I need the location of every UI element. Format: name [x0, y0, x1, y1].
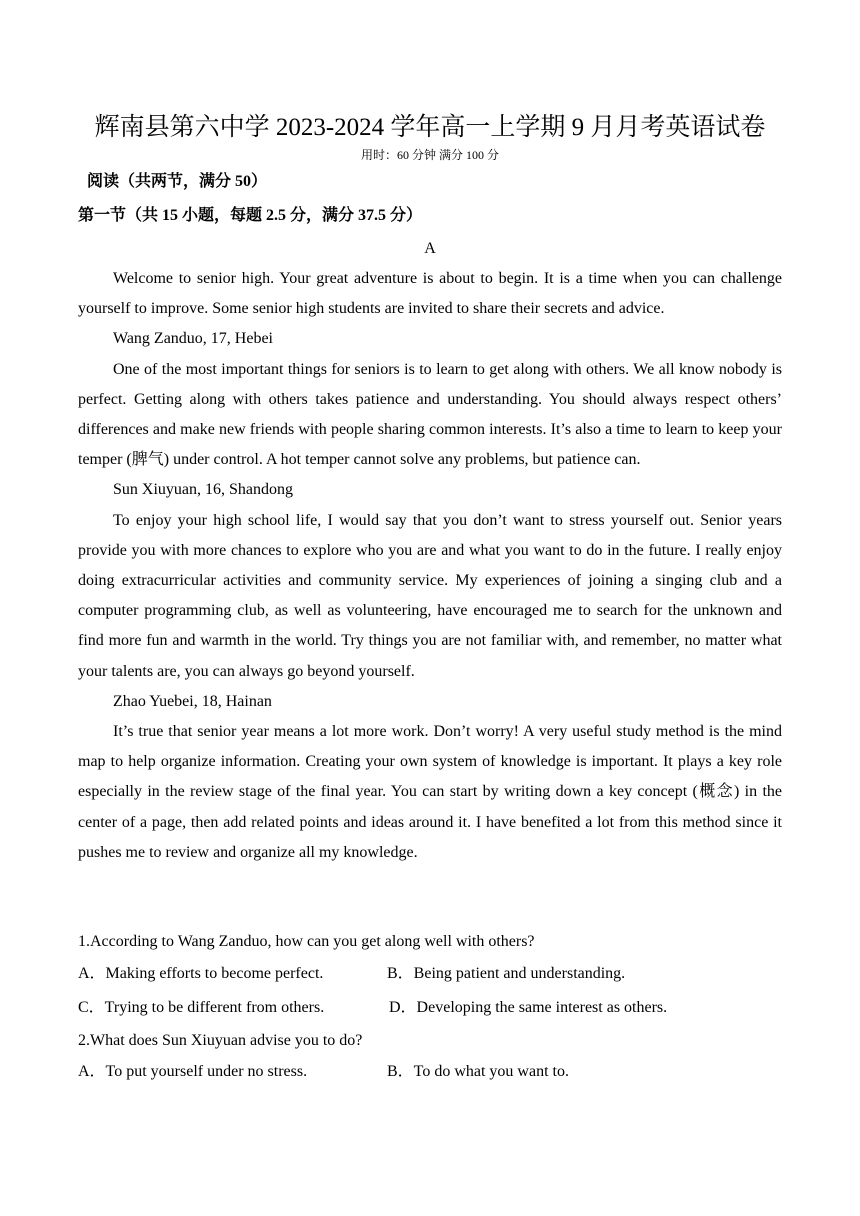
answer-option: B．To do what you want to. [387, 1063, 569, 1080]
section-one-heading: 第一节（共 15 小题，每题 2.5 分，满分 37.5 分） [78, 207, 423, 224]
student-name-line: Sun Xiuyuan, 16, Shandong [113, 481, 293, 499]
passage-paragraph: One of the most important things for seniors is to learn to get along with others. We all know nobody is perfect. Getting along with others takes patience and understanding. You should always respect others’ differences and make new friends with people sharing common interests. It’s also a time to learn to keep your temper (脾气) under control. A hot temper cannot solve any problems, but patience can. [78, 360, 782, 469]
reading-part-heading: 阅读（共两节，满分 50） [87, 173, 268, 190]
exam-title: 辉南县第六中学 2023-2024 学年高一上学期 9 月月考英语试卷 [94, 114, 766, 141]
passage-paragraph: It’s true that senior year means a lot more work. Don’t worry! A very useful study method is the mind map to help organize information. Creating your own system of knowledge is important. It plays a key role especially in the review stage of the final year. You can start by writing down a key concept (概念) in the center of a page, then add related points and ideas around it. I have benefited a lot from this method since it pushes me to review and organize all my knowledge. [78, 723, 782, 861]
answer-option: D．Developing the same interest as others. [389, 999, 668, 1016]
question-stem: 1.According to Wang Zanduo, how can you get along well with others? [78, 933, 535, 950]
question-stem: 2.What does Sun Xiuyuan advise you to do? [78, 1032, 363, 1049]
student-name-line: Zhao Yuebei, 18, Hainan [113, 692, 272, 710]
answer-option: A．Making efforts to become perfect. [78, 965, 324, 982]
passage-intro-paragraph: Welcome to senior high. Your great adventure is about to begin. It is a time when you can challenge yourself to improve. Some senior high students are invited to share their secrets and advice. [78, 270, 782, 318]
answer-option: A．To put yourself under no stress. [78, 1063, 308, 1080]
passage-label: A [424, 240, 436, 257]
answer-option: B．Being patient and understanding. [387, 965, 626, 982]
exam-time-and-score: 用时：60 分钟 满分 100 分 [360, 148, 499, 162]
student-name-line: Wang Zanduo, 17, Hebei [113, 330, 273, 348]
answer-option: C．Trying to be different from others. [78, 999, 325, 1016]
passage-a [78, 264, 782, 868]
passage-paragraph: To enjoy your high school life, I would say that you don’t want to stress yourself out. Senior years provide you with more chances to explore who you are and what you want to do in the future. I really enjoy doing extracurricular activities and community service. My experiences of joining a singing club and a computer programming club, as well as volunteering, have encouraged me to search for the unknown and find more fun and warmth in the world. Try things you are not familiar with, and remember, no matter what your talents are, you can always go beyond yourself. [78, 511, 782, 680]
